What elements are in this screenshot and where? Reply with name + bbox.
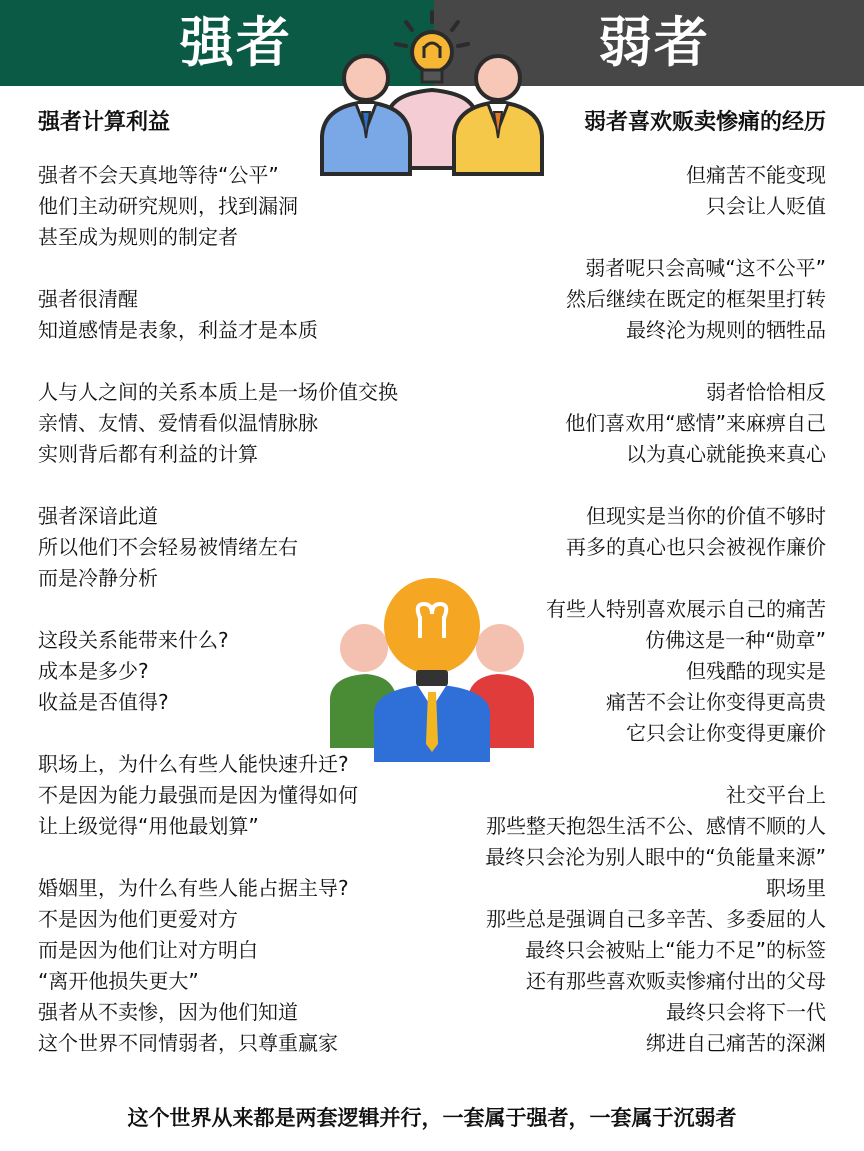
right-heading: 弱者喜欢贩卖惨痛的经历 [583,110,826,135]
left-line: 强者不会天真地等待“公平” [38,163,279,187]
right-line: 最终只会将下一代 [666,1000,826,1024]
right-line: 最终只会被贴上“能力不足”的标签 [525,938,826,962]
left-line: 他们主动研究规则，找到漏洞 [38,194,298,218]
left-heading: 强者计算利益 [38,110,171,135]
left-line: 实则背后都有利益的计算 [38,442,258,466]
left-line: 强者很清醒 [38,287,138,311]
right-line: 但现实是当你的价值不够时 [586,504,826,528]
right-line: 弱者恰恰相反 [706,380,826,404]
right-line: 职场里 [766,876,826,900]
spacer [38,253,398,284]
left-line: 知道感情是表象，利益才是本质 [38,318,318,342]
spacer [38,594,398,625]
right-line: 以为真心就能换来真心 [626,442,826,466]
left-line: 而是冷静分析 [38,566,158,590]
left-line: 这段关系能带来什么? [38,628,229,652]
spacer [485,222,826,253]
spacer [485,470,826,501]
right-line: 有些人特别喜欢展示自己的痛苦 [546,597,826,621]
left-line: 这个世界不同情弱者，只尊重赢家 [38,1031,338,1055]
right-line: 最终沦为规则的牺牲品 [626,318,826,342]
right-line: 但残酷的现实是 [686,659,826,683]
right-line: 痛苦不会让你变得更高贵 [606,690,826,714]
left-line: 成本是多少? [38,659,149,683]
left-line: 甚至成为规则的制定者 [38,225,238,249]
right-line: 还有那些喜欢贩卖惨痛付出的父母 [526,969,826,993]
right-column [485,160,826,1059]
left-column [38,160,398,1059]
right-line: 那些总是强调自己多辛苦、多委屈的人 [486,907,826,931]
left-line: 强者从不卖惨，因为他们知道 [38,1000,298,1024]
left-line: 让上级觉得“用他最划算” [38,814,259,838]
left-line: 职场上，为什么有些人能快速升迁? [38,752,349,776]
right-line: 它只会让你变得更廉价 [626,721,826,745]
left-line: “离开他损失更大” [38,969,199,993]
spacer [38,470,398,501]
left-line: 亲情、友情、爱情看似温情脉脉 [38,411,318,435]
left-line: 所以他们不会轻易被情绪左右 [38,535,298,559]
footer-summary: 这个世界从来都是两套逻辑并行，一套属于强者，一套属于沉弱者 [127,1106,737,1130]
right-line: 但痛苦不能变现 [686,163,826,187]
right-line: 仿佛这是一种“勋章” [645,628,826,652]
left-line: 收益是否值得? [38,690,169,714]
right-line: 社交平台上 [726,783,826,807]
left-line: 人与人之间的关系本质上是一场价值交换 [38,380,398,404]
spacer [485,563,826,594]
right-line: 那些整天抱怨生活不公、感情不顺的人 [486,814,826,838]
spacer [38,718,398,749]
title-strong: 强者 [180,11,292,74]
three-people-lightbulb-icon [318,8,546,180]
spacer [38,346,398,377]
right-line: 弱者呢只会高喊“这不公平” [585,256,826,280]
right-line: 他们喜欢用“感情”来麻痹自己 [565,411,826,435]
left-line: 不是因为能力最强而是因为懂得如何 [38,783,358,807]
spacer [485,346,826,377]
spacer [485,749,826,780]
spacer [38,842,398,873]
right-line: 绑进自己痛苦的深渊 [646,1031,826,1055]
left-line: 婚姻里，为什么有些人能占据主导? [38,876,349,900]
right-line: 然后继续在既定的框架里打转 [566,287,826,311]
right-line: 只会让人贬值 [706,194,826,218]
left-line: 而是因为他们让对方明白 [38,938,258,962]
right-line: 再多的真心也只会被视作廉价 [566,535,826,559]
left-line: 强者深谙此道 [38,504,158,528]
title-weak: 弱者 [598,11,710,74]
right-line: 最终只会沦为别人眼中的“负能量来源” [485,845,826,869]
left-line: 不是因为他们更爱对方 [38,907,238,931]
